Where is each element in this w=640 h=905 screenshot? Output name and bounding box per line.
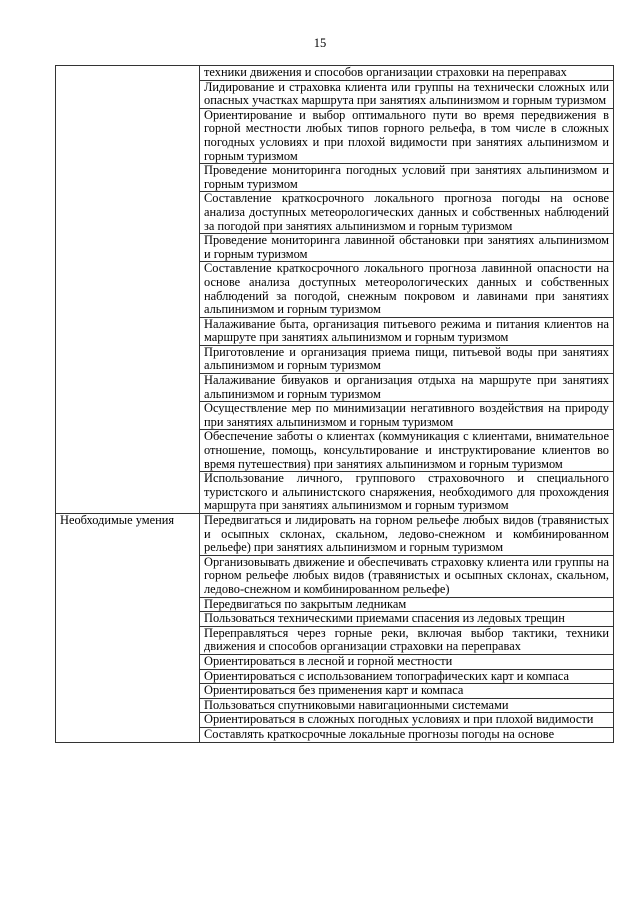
- table-cell: Обеспечение заботы о клиентах (коммуникация с клиентами, внимательное отношение, помощь, консультирование и инструктирование клиентов во время путешествия) при занятиях альпинизмом и горным туризмом: [200, 430, 614, 472]
- table-cell: Пользоваться техническими приемами спасения из ледовых трещин: [200, 612, 614, 627]
- table-cell: Проведение мониторинга лавинной обстановки при занятиях альпинизмом и горным туризмом: [200, 234, 614, 262]
- table-row: [56, 66, 614, 81]
- table-cell: Ориентирование и выбор оптимального пути во время передвижения в горной местности любых типов горного рельефа, в том числе в сложных погодных условиях и при плохой видимости при занятиях альпинизмом и горным туризмом: [200, 108, 614, 163]
- table-cell: Ориентироваться в сложных погодных условиях и при плохой видимости: [200, 713, 614, 728]
- table-cell: Использование личного, группового страховочного и специального туристского и альпинистского снаряжения, необходимого для прохождения маршрута при занятиях альпинизмом и горным туризмом: [200, 472, 614, 514]
- table-cell: Организовывать движение и обеспечивать страховку клиента или группы на горном рельефе любых видов (травянистых и осыпных склонах, скальном, ледово-снежном и комбинированном рельефе): [200, 555, 614, 597]
- table-cell: Ориентироваться без применения карт и компаса: [200, 684, 614, 699]
- table-cell: Приготовление и организация приема пищи, питьевой воды при занятиях альпинизмом и горным туризмом: [200, 345, 614, 373]
- table-cell: Осуществление мер по минимизации негативного воздействия на природу при занятиях альпинизмом и горным туризмом: [200, 402, 614, 430]
- table-cell: Составление краткосрочного локального прогноза погоды на основе анализа доступных метеорологических данных и собственных наблюдений за погодой при занятиях альпинизмом и горным туризмом: [200, 192, 614, 234]
- table-cell: Составление краткосрочного локального прогноза лавинной опасности на основе анализа доступных метеорологических данных и собственных наблюдений за погодой, снежным покровом и лавинами при занятиях альпинизмом и горным туризмом: [200, 262, 614, 317]
- table-cell: Ориентироваться с использованием топографических карт и компаса: [200, 669, 614, 684]
- table-cell: Проведение мониторинга погодных условий при занятиях альпинизмом и горным туризмом: [200, 164, 614, 192]
- table-cell: Передвигаться по закрытым ледникам: [200, 597, 614, 612]
- table-cell: Лидирование и страховка клиента или группы на технически сложных или опасных участках маршрута при занятиях альпинизмом и горным туризмом: [200, 80, 614, 108]
- table-cell: Переправляться через горные реки, включая выбор тактики, техники движения и способов организации страховки на переправах: [200, 626, 614, 654]
- competency-table: [55, 65, 614, 743]
- section-label: Необходимые умения: [56, 514, 200, 743]
- table-cell: Передвигаться и лидировать на горном рельефе любых видов (травянистых и осыпных склонах, скальном, ледово-снежном и комбинированном рельефе) при занятиях альпинизмом и горным туризмом: [200, 514, 614, 556]
- table-cell: Составлять краткосрочные локальные прогнозы погоды на основе: [200, 727, 614, 742]
- table-cell: Пользоваться спутниковыми навигационными системами: [200, 698, 614, 713]
- table-row: [56, 514, 614, 556]
- table-cell: техники движения и способов организации страховки на переправах: [200, 66, 614, 81]
- table-cell: Налаживание быта, организация питьевого режима и питания клиентов на маршруте при занятиях альпинизмом и горным туризмом: [200, 317, 614, 345]
- section-label: [56, 66, 200, 514]
- table-cell: Ориентироваться в лесной и горной местности: [200, 654, 614, 669]
- table-cell: Налаживание бивуаков и организация отдыха на маршруте при занятиях альпинизмом и горным туризмом: [200, 374, 614, 402]
- page-number: 15: [313, 36, 327, 50]
